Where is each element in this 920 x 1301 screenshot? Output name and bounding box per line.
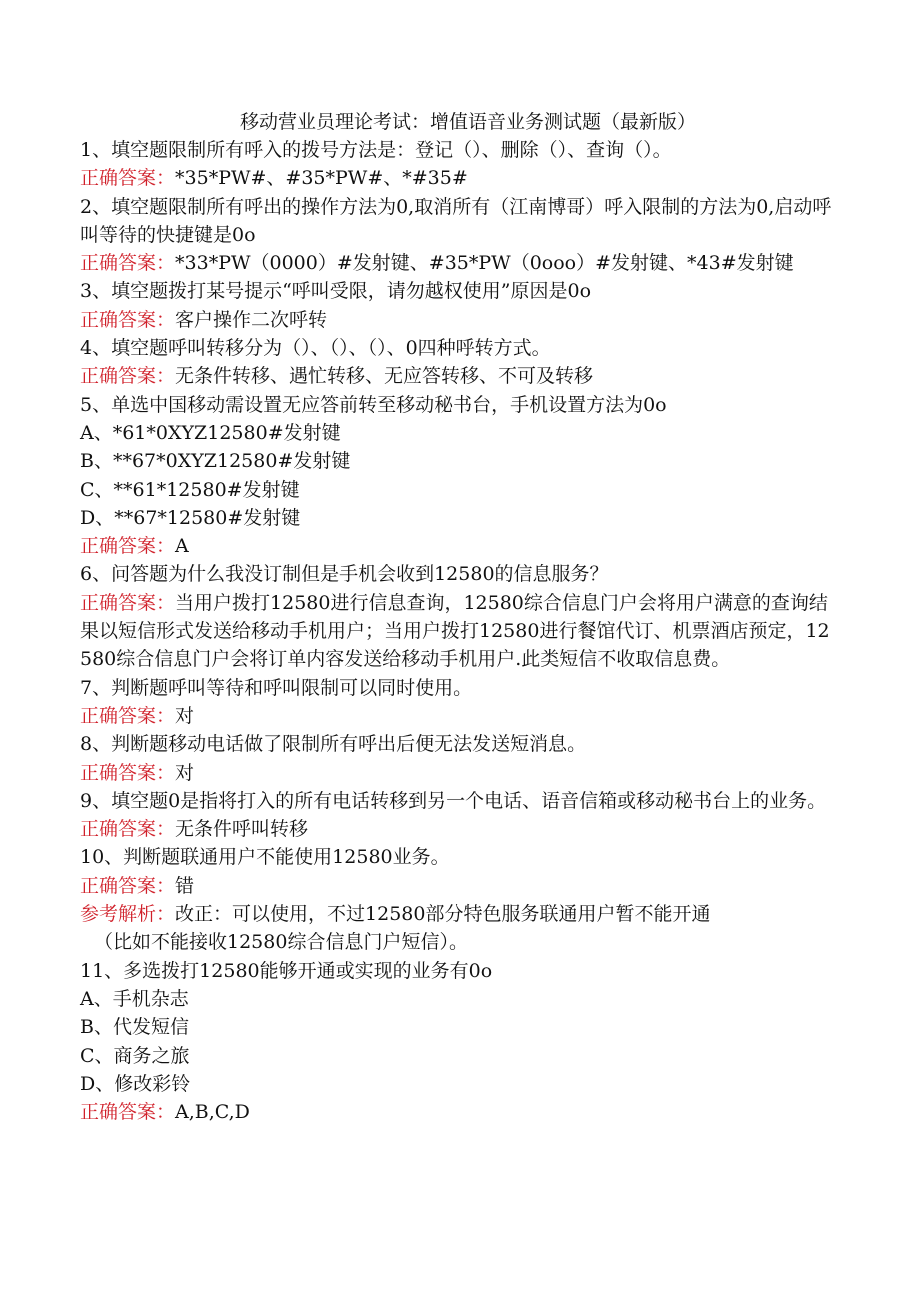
answer-text: 当用户拨打12580进行信息查询，12580综合信息门户会将用户满意的查询结果以短信形式发送给移动手机用户；当用户拨打12580进行餐馆代订、机票酒店预定，12580综合信息门户会将订单内容发送给移动手机用户.此类短信不收取信息费。 — [80, 591, 830, 671]
answer-4 — [80, 362, 840, 390]
answer-text: 对 — [175, 761, 195, 784]
question-9: 9、填空题0是指将打入的所有电话转移到另一个电话、语音信箱或移动秘书台上的业务。 — [80, 789, 827, 812]
answer-text: *35*PW#、#35*PW#、*#35# — [175, 167, 468, 190]
answer-text: 无条件转移、遇忙转移、无应答转移、不可及转移 — [175, 365, 594, 388]
question-4: 4、填空题呼叫转移分为（）、（）、（）、0四种呼转方式。 — [80, 337, 551, 360]
question-5: 5、单选中国移动需设置无应答前转至移动秘书台，手机设置方法为0o — [80, 393, 667, 416]
question-11: 11、多选拨打12580能够开通或实现的业务有0o — [80, 959, 493, 982]
option-c: C、**61*12580#发射键 — [80, 478, 300, 501]
answer-7 — [80, 702, 840, 730]
answer-label: 正确答案： — [80, 761, 176, 784]
question-1: 1、填空题限制所有呼入的拨号方法是：登记（）、删除（）、查询（）。 — [80, 139, 672, 161]
answer-text: A,B,C,D — [175, 1101, 250, 1124]
answer-9 — [80, 815, 840, 843]
answer-label: 正确答案： — [80, 874, 176, 897]
answer-label: 正确答案： — [80, 308, 176, 331]
answer-text: 错 — [175, 874, 195, 897]
answer-8 — [80, 759, 840, 787]
question-2: 2、填空题限制所有呼出的操作方法为0,取消所有（江南博哥）呼入限制的方法为0,启动呼叫等待的快捷键是0o — [80, 195, 832, 246]
answer-5 — [80, 532, 840, 560]
answer-label: 正确答案： — [80, 591, 176, 614]
answer-text: 客户操作二次呼转 — [175, 308, 328, 331]
option-b: B、**67*0XYZ12580#发射键 — [80, 450, 351, 473]
document-page — [80, 108, 840, 1126]
analysis-10 — [80, 900, 840, 928]
option-a: A、手机杂志 — [80, 987, 189, 1010]
question-7: 7、判断题呼叫等待和呼叫限制可以同时使用。 — [80, 676, 473, 699]
answer-6 — [80, 589, 840, 674]
answer-label: 正确答案： — [80, 252, 176, 275]
answer-11 — [80, 1098, 840, 1126]
analysis-10-continued: （比如不能接收12580综合信息门户短信）。 — [94, 931, 468, 954]
option-d: D、**67*12580#发射键 — [80, 506, 301, 529]
answer-label: 正确答案： — [80, 167, 176, 190]
answer-1 — [80, 164, 840, 192]
question-3: 3、填空题拨打某号提示“呼叫受限，请勿越权使用”原因是0o — [80, 280, 592, 303]
answer-label: 正确答案： — [80, 818, 176, 841]
answer-label: 正确答案： — [80, 1101, 176, 1124]
answer-label: 正确答案： — [80, 535, 176, 558]
answer-2 — [80, 249, 840, 277]
answer-3 — [80, 306, 840, 334]
answer-text: A — [175, 535, 189, 558]
option-d: D、修改彩铃 — [80, 1072, 191, 1095]
answer-text: 对 — [175, 704, 195, 727]
answer-label: 正确答案： — [80, 365, 176, 388]
answer-text: 无条件呼叫转移 — [175, 818, 309, 841]
option-a: A、*61*0XYZ12580#发射键 — [80, 421, 341, 444]
question-8: 8、判断题移动电话做了限制所有呼出后便无法发送短消息。 — [80, 733, 587, 756]
answer-10 — [80, 872, 840, 900]
option-c: C、商务之旅 — [80, 1044, 190, 1067]
option-b: B、代发短信 — [80, 1016, 189, 1039]
page-title: 移动营业员理论考试：增值语音业务测试题（最新版） — [239, 111, 696, 133]
analysis-text: 改正：可以使用，不过12580部分特色服务联通用户暂不能开通 — [175, 903, 711, 926]
answer-label: 正确答案： — [80, 704, 176, 727]
question-6: 6、问答题为什么我没订制但是手机会收到12580的信息服务？ — [80, 563, 609, 586]
question-10: 10、判断题联通用户不能使用12580业务。 — [80, 846, 450, 869]
answer-text: *33*PW（0000）#发射键、#35*PW（0ooo）#发射键、*43#发射键 — [175, 252, 794, 275]
analysis-label: 参考解析： — [80, 903, 176, 926]
